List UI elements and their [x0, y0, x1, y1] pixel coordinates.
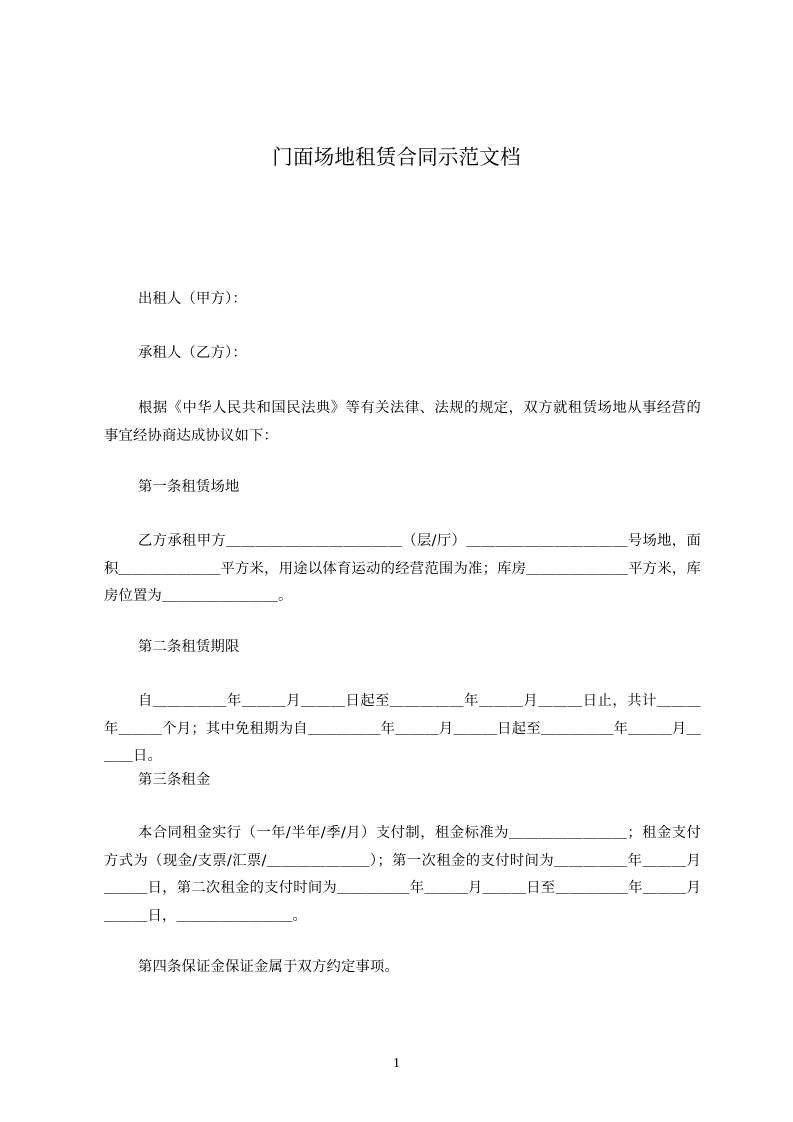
article-1-heading: 第一条租赁场地 [138, 479, 240, 495]
lessor-label: 出租人（甲方）： [138, 291, 247, 307]
article-1-body: 乙方承租甲方＿＿＿＿＿＿＿＿＿＿＿＿（层/厅）＿＿＿＿＿＿＿＿＿＿＿号场地，面积＿＿＿＿＿＿＿平方米，用途以体育运动的经营范围为准；库房＿＿＿＿＿＿＿平方米，库房位置为＿＿＿＿＿＿＿＿。 [104, 533, 701, 605]
article-3-heading: 第三条租金 [138, 772, 211, 788]
lessee-label: 承租人（乙方）： [138, 345, 247, 361]
page-number: 1 [393, 1056, 400, 1071]
article-3-body: 本合同租金实行（一年/半年/季/月）支付制，租金标准为＿＿＿＿＿＿＿＿；租金支付方式为（现金/支票/汇票/＿＿＿＿＿＿＿）；第一次租金的支付时间为＿＿＿＿＿年＿＿＿月＿＿＿日，第二次租金的支付时间为＿＿＿＿＿年＿＿＿月＿＿＿日至＿＿＿＿＿年＿＿＿月＿＿＿日，＿＿＿＿＿＿＿＿。 [104, 825, 701, 924]
article-4-heading: 第四条保证金保证金属于双方约定事项。 [138, 959, 399, 975]
article-2-body: 自＿＿＿＿＿年＿＿＿月＿＿＿日起至＿＿＿＿＿年＿＿＿月＿＿＿日止，共计＿＿＿年＿＿＿个月；其中免租期为自＿＿＿＿＿年＿＿＿月＿＿＿日起至＿＿＿＿＿年＿＿＿月＿＿＿日。 [104, 693, 701, 765]
preamble-paragraph: 根据《中华人民共和国民法典》等有关法律、法规的规定，双方就租赁场地从事经营的事宜经协商达成协议如下： [104, 400, 701, 444]
document-title: 门面场地租赁合同示范文档 [272, 145, 521, 169]
article-2-heading: 第二条租赁期限 [138, 639, 240, 655]
